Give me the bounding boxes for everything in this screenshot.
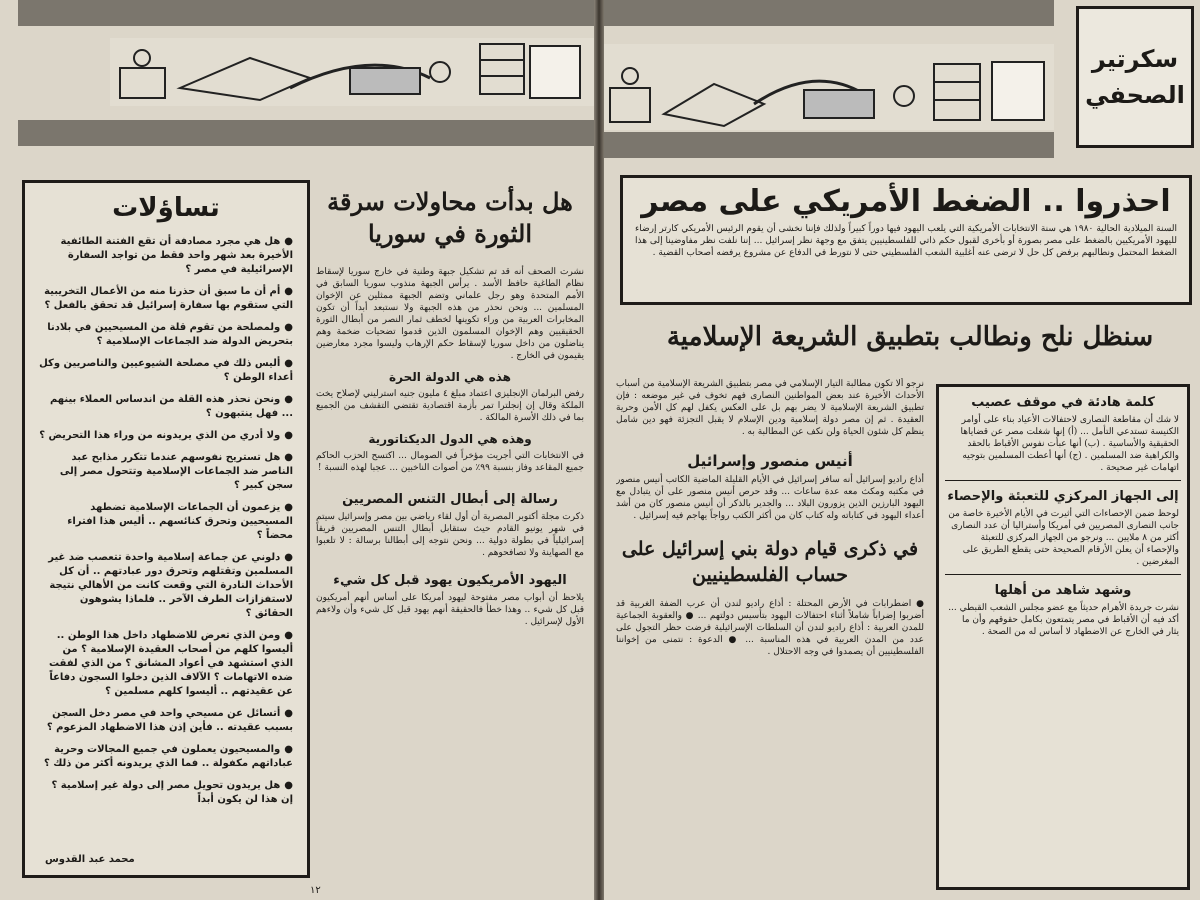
side-box xyxy=(936,384,1190,890)
bullet-icon: ● xyxy=(284,322,293,333)
mid-band xyxy=(604,132,1054,158)
warning-title: احذروا .. الضغط الأمريكي على مصر xyxy=(641,184,1171,219)
question-item: ●والمسيحيون يعملون في جميع المجالات وحرية عباداتهم مكفولة .. فما الذي يريدونه أكثر من ذلك ؟ xyxy=(43,744,293,769)
calm-word-title: كلمة هادئة في موقف عصيب xyxy=(971,395,1155,410)
question-item: ●ولا أدري من الذي يريدونه من وراء هذا التحريض ؟ xyxy=(39,430,293,441)
american-jews-title: اليهود الأمريكيون يهود قبل كل شيء xyxy=(333,573,567,588)
section-logo xyxy=(1076,6,1194,148)
bullet-icon: ● xyxy=(284,552,293,563)
warning-text: السنة الميلادية الحالية ١٩٨٠ هي سنة الانتخابات الأمريكية التي يلعب اليهود فيها دوراً كبيراً ولذلك فإننا نخشى أن يقوم الرئيس الأمريكي كارتر إرضاء لليهود الأمريكيين بالضغط على مصر بصورة أو بأخرى لقبول حكم ذاتي للفلسطينيين يتفق مع وجهة نظر إسرائيل ... إننا نلفت نظر مفاوضينا إلى هذا الضغط المحتمل ونطالبهم برفض كل حل لا ترضى عنه أغلبية الشعب الفلسطيني حتى لا نتورط في الدفاع عن مشروع يرفضه أصحاب القضية . xyxy=(635,224,1177,258)
left-page xyxy=(0,0,594,900)
question-item: ●ونحن نحذر هذه القلة من اندساس العملاء بينهم ... فهل ينتبهون ؟ xyxy=(49,394,293,419)
syria-article-text: نشرت الصحف أنه قد تم تشكيل جبهة وطنية في خارج سوريا لإسقاط نظام الطاغية حافظ الأسد . يرأس الجبهة منذوب سوريا السابق في الأمم المتحدة وهو رجل علماني وتضم الجبهة ممثلين عن الإخوان المسلمين ... ونحن نحذر من هذه الجبهة ولا نستبعد أبداً أن تكون المخابرات العربية من وراء تكوينها لخطف ثمار النصر من أبطال الثورة الحقيقيين وهم الإخوان المسلمون الذين قدموا تضحيات ضخمة وهم يناضلون من داخل سوريا لإسقاط حكم الإرهاب وليسوا مجرد معارضين يقيمون في الخارج . xyxy=(316,267,584,361)
masthead-illustration xyxy=(110,38,594,106)
tennis-title: رسالة إلى أبطال التنس المصريين xyxy=(342,492,558,507)
question-item: ●أليس ذلك في مصلحة الشيوعيين والناصريين وكل أعداء الوطن ؟ xyxy=(39,358,293,383)
bullet-icon: ● xyxy=(284,358,293,369)
divider xyxy=(945,480,1181,481)
sharia-text: نرجو ألا تكون مطالبة التيار الإسلامي في مصر بتطبيق الشريعة الإسلامية من أسباب الأحداث الأخيرة عند بعض المواطنين النصارى فهم تخوف في غير موضعه : فإن تطبيق الشريعة الإسلامية لا يضر بهم بل على العكس يكفل لهم كل الأمن وحرية العقيدة . ثم إن مصر دولة إسلامية ودين الإسلام لا يقبل التجزئة فهو دين شامل ينظم كل شئون الحياة ولن نكف عن المطالبة به . xyxy=(616,379,924,437)
right-main-column xyxy=(616,378,924,876)
question-item: ●دلوني عن جماعة إسلامية واحدة تتعصب ضد غير المسلمين وتقتلهم وتحرق دور عبادتهم .. أن كل الأحداث النادرة التي وقعت كانت من الأهالي نتيجة لاستفزازات الطرف الآخر .. فلماذا يشوهون الحقائق ؟ xyxy=(48,552,293,619)
bullet-icon: ● xyxy=(284,708,293,719)
tennis-text: ذكرت مجلة أكتوبر المصرية أن أول لقاء رياضي بين مصر وإسرائيل سيتم في شهر يونيو القادم حيث ستقابل أبطال التنس المصريين فريقاً إسرائيلياً في بطولة دولية ... ونحن نتوجه إلى أبطالنا برسالة : لا تلعبوا مع الصهاينة ولا تصافحوهم . xyxy=(316,512,584,558)
warning-box xyxy=(620,175,1192,305)
witness-text: نشرت جريدة الأهرام حديثاً مع عضو مجلس الشعب القبطي ... أكد فيه أن الأقباط في مصر يتمتعون بكامل حقوقهم وأن ما يثار في الخارج عن الاضطهاد لا أساس له من الصحة . xyxy=(948,603,1179,637)
syria-headline: هل بدأت محاولات سرقة الثورة في سوريا xyxy=(327,187,573,248)
questions-list xyxy=(25,235,307,807)
bullet-icon: ● xyxy=(284,236,293,247)
statistics-title: إلى الجهاز المركزي للتعبئة والإحصاء xyxy=(947,489,1179,504)
author-signature: محمد عبد القدوس xyxy=(45,854,135,865)
question-item: ●ومن الذي تعرض للاضطهاد داخل هذا الوطن .. أليسوا كلهم من أصحاب العقيدة الإسلامية ؟ من الذي استشهد في أعواد المشانق ؟ من الذي لفقت ضده الاتهامات ؟ الآلاف الذين دخلوا السجون دفاعاً عن عقيدتهم .. أليسوا كلهم مسلمين ؟ xyxy=(48,630,293,697)
anis-title: أنيس منصور وإسرائيل xyxy=(687,452,853,470)
questions-box xyxy=(22,180,310,878)
top-band xyxy=(18,0,594,26)
newsroom-illustration-icon xyxy=(110,38,594,106)
anis-text: أذاع راديو إسرائيل أنه سافر إسرائيل في الأيام القليلة الماضية الكاتب أنيس منصور في مكتبه ومكث معه عدة ساعات ... وقد حرص أنيس منصور على أن يتبادل مع اليهود البارزين الذين يزورون البلاد ... والجدير بالذكر أن أنيس منصور كان من أشد أعداء اليهود في كتاباته وله كتاب كان من أكثر الكتب رواجاً يهاجم فيه إسرائيل . xyxy=(616,475,924,521)
calm-word-text: لا شك أن مقاطعة النصارى لاحتفالات الأعياد بناء على أوامر الكنيسة تستدعي التأمل ... (أ) إنها شغلت مصر عن قضاياها الحقيقية والأساسية . (ب) أنها عبأت نفوس الأقباط بالحقد والكراهية ضد المسلمين . (ج) أنها أعطت المسلمين بتوجيه اتهامات غير صحيحة . xyxy=(960,415,1179,473)
dictatorship-title: وهذه هي الدول الديكتاتورية xyxy=(368,432,532,446)
masthead-illustration xyxy=(604,44,1054,130)
anniversary-headline: في ذكرى قيام دولة بني إسرائيل على حساب الفلسطينيين xyxy=(621,538,919,586)
section-logo-line: سكرتير xyxy=(1091,45,1179,73)
witness-title: وشهد شاهد من أهلها xyxy=(994,583,1132,598)
bullet-icon: ● xyxy=(284,780,293,791)
question-item: ●يزعمون أن الجماعات الإسلامية تضطهد المسيحيين وتحرق كنائسهم .. أليس هذا افتراء محضاً ؟ xyxy=(67,502,293,541)
anniversary-text: ● اضطرابات في الأرض المحتلة : أذاع راديو لندن أن عرب الضفة الغربية قد أضربوا إضراباً شاملاً أثناء احتفالات اليهود بتأسيس دولتهم ... ● والعقوبة الجماعية للمدن العربية : أذاع راديو لندن أن السلطات الإسرائيلية فرضت حظر التجول على عدد من المدن العربية في هذه المناسبة ... ● الدعوة : نتمنى من إخواننا الفلسطينيين أن يصمدوا في وجه الاحتلال . xyxy=(616,599,924,657)
bullet-icon: ● xyxy=(284,394,293,405)
bullet-icon: ● xyxy=(284,630,293,641)
bullet-icon: ● xyxy=(284,430,293,441)
main-column xyxy=(316,186,584,876)
free-state-text: رفض البرلمان الإنجليزي اعتماد مبلغ ٤ مليون جنيه استرليني لإصلاح يخت الملكة وقال إن إنجلترا تمر بأزمة اقتصادية تقتضي التقشف من الجميع بما في ذلك الأسرة المالكة . xyxy=(316,389,584,423)
newsroom-illustration-icon xyxy=(604,44,1054,130)
question-item: ●هل تستريح نفوسهم عندما تتكرر مذابح عبد الناصر ضد الجماعات الإسلامية وتتحول مصر إلى سجن كبير ؟ xyxy=(59,452,293,491)
bullet-icon: ● xyxy=(284,452,293,463)
questions-title: تساؤلات xyxy=(112,193,220,223)
section-logo-line: الصحفي xyxy=(1085,81,1185,109)
question-item: ●هل يريدون تحويل مصر إلى دولة غير إسلامية ؟ إن هذا لن يكون أبداً xyxy=(51,780,293,805)
bullet-icon: ● xyxy=(284,502,293,513)
mid-band xyxy=(18,120,594,146)
bullet-icon: ● xyxy=(284,744,293,755)
bullet-icon: ● xyxy=(284,286,293,297)
question-item: ●ولمصلحة من تقوم قلة من المسيحيين في بلادنا بتحريض الدولة ضد الجماعات الإسلامية ؟ xyxy=(47,322,293,347)
free-state-title: هذه هي الدولة الحرة xyxy=(389,370,511,384)
page-gutter xyxy=(594,0,604,900)
question-item: ●أتسائل عن مسيحي واحد في مصر دخل السجن بسبب عقيدته .. فأين إذن هذا الاضطهاد المزعوم ؟ xyxy=(46,708,293,733)
question-item: ●هل هي مجرد مصادفة أن تقع الفتنة الطائفية الأخيرة بعد شهر واحد فقط من تواجد السفارة الإسرائيلية في مصر ؟ xyxy=(60,236,293,275)
top-band xyxy=(604,0,1054,26)
question-item: ●أم أن ما سبق أن حذرنا منه من الأعمال التخريبية التي ستقوم بها سفارة إسرائيل قد تحقق بالفعل ؟ xyxy=(44,286,293,311)
sharia-headline: سنظل نلح ونطالب بتطبيق الشريعة الإسلامية xyxy=(666,322,1154,352)
divider xyxy=(945,574,1181,575)
statistics-text: لوحظ ضمن الإحصاءات التي أثيرت في الأيام الأخيرة خاصة من جانب النصارى المصريين في أمريكا وأستراليا أن عدد النصارى أكثر من ٨ ملايين ... ونرجو من الجهاز المركزي للتعبئة والإحصاء أن يعلن الأرقام الصحيحة حتى يقطع الطريق على المغرضين . xyxy=(948,509,1179,567)
dictatorship-text: في الانتخابات التي أجريت مؤخراً في الصومال ... اكتسح الحزب الحاكم جميع المقاعد وفاز بنسبة ٩٩٪ من أصوات الناخبين ... عجبا لهذه النسبة ! xyxy=(316,451,584,473)
page-number: ١٢ xyxy=(310,885,321,896)
american-jews-text: يلاحظ أن أبواب مصر مفتوحة ليهود أمريكا على أساس أنهم أمريكيون قبل كل شيء .. وهذا خطأ فالحقيقة أنهم يهود قبل كل شيء وأن ولاءهم الأول لإسرائيل . xyxy=(316,593,584,627)
